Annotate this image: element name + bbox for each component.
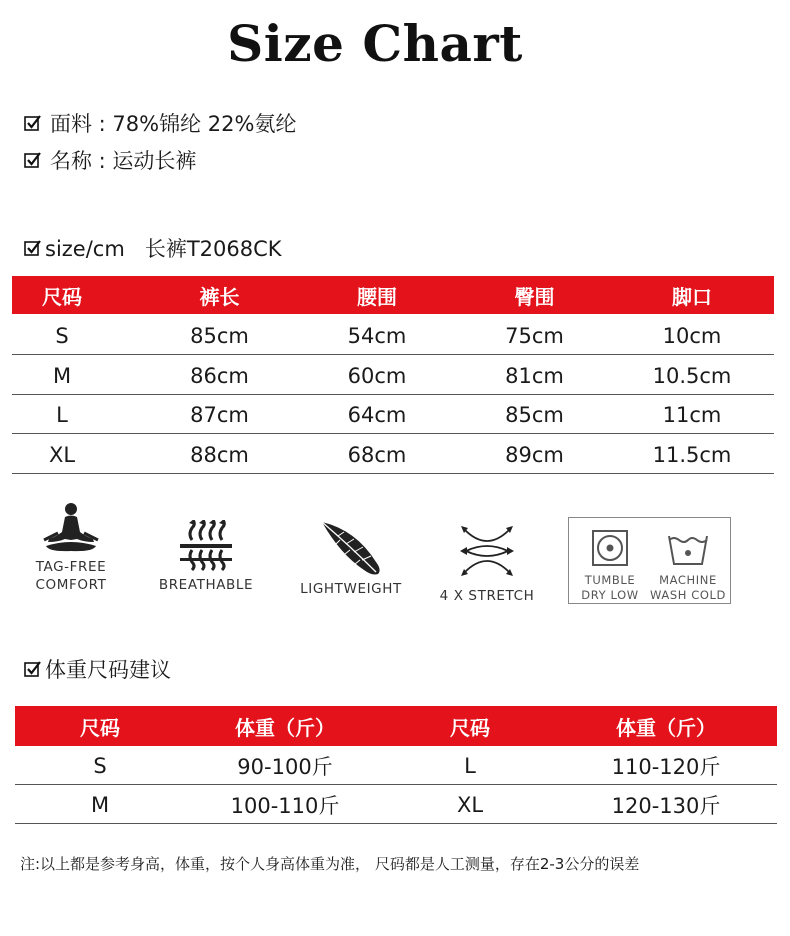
fabric-line — [24, 108, 296, 138]
cell-length: 85cm — [190, 324, 249, 348]
tumble-label-1: TUMBLE — [584, 573, 636, 587]
cell-size-2: L — [464, 754, 476, 778]
weight-heading: 体重尺码建议 — [45, 658, 171, 682]
checkbox-check-icon — [24, 114, 42, 132]
machine-wash-icon — [666, 528, 710, 568]
checkbox-check-icon — [24, 660, 42, 678]
stretch-label: 4 X STRETCH — [439, 588, 535, 604]
cell-hem: 11cm — [662, 403, 722, 427]
name-line — [24, 145, 196, 175]
weight-header-size-2: 尺码 — [450, 715, 490, 740]
weight-heading-line — [24, 654, 171, 684]
cell-waist: 64cm — [347, 403, 407, 427]
cell-length: 87cm — [190, 403, 249, 427]
size-line-text: size/cm 长裤T2068CK — [45, 237, 282, 261]
breathable-label: BREATHABLE — [158, 577, 254, 593]
stretch-arrows-icon — [452, 523, 522, 579]
page-title: Size Chart — [227, 14, 523, 73]
cell-waist: 60cm — [347, 363, 407, 388]
size-table-row — [12, 397, 774, 434]
yoga-pose-icon — [36, 500, 106, 556]
cell-hip: 85cm — [505, 403, 564, 427]
tumble-label-2: DRY LOW — [581, 588, 639, 602]
feature-stretch — [432, 523, 542, 605]
weight-table-row — [15, 787, 777, 824]
cell-hem: 10.5cm — [652, 363, 732, 388]
feature-breathable — [152, 520, 260, 594]
cell-size: M — [52, 363, 72, 388]
feather-icon — [316, 520, 386, 576]
cell-hip: 81cm — [505, 363, 564, 388]
feature-lightweight — [290, 520, 412, 598]
cell-weight-1: 90-100斤 — [237, 755, 333, 779]
tumble-dry-icon — [590, 528, 630, 568]
cell-weight-1: 100-110斤 — [230, 794, 340, 818]
header-hem: 脚口 — [672, 284, 712, 309]
cell-hem: 11.5cm — [652, 442, 732, 467]
size-line — [24, 233, 282, 263]
weight-header-weight-2: 体重（斤） — [616, 715, 716, 740]
weight-table-row — [15, 748, 777, 785]
measurement-note: 注:以上都是参考身高，体重，按个人身高体重为准， 尺码都是人工测量，存在2-3公分的误差 — [20, 855, 640, 873]
header-length: 裤长 — [199, 284, 240, 309]
tag-free-label-1: TAG-FREE — [35, 559, 107, 575]
weight-header-weight-1: 体重（斤） — [235, 715, 335, 740]
cell-size: XL — [48, 442, 76, 467]
cell-size-1: M — [90, 793, 110, 817]
size-table-row — [12, 437, 774, 474]
machine-label-1: MACHINE — [659, 573, 717, 587]
fabric-text: 面料 : 78%锦纶 22%氨纶 — [50, 112, 297, 136]
cell-size-1: S — [93, 754, 107, 778]
size-table-row — [12, 318, 774, 355]
name-text: 名称 : 运动长裤 — [50, 149, 197, 173]
cell-length: 88cm — [190, 442, 249, 467]
care-machine — [649, 528, 727, 603]
care-instructions-box — [568, 517, 731, 604]
cell-hip: 89cm — [505, 442, 564, 467]
checkbox-check-icon — [24, 151, 42, 169]
lightweight-label: LIGHTWEIGHT — [300, 581, 402, 597]
weight-table-header — [15, 706, 777, 746]
cell-waist: 68cm — [347, 442, 407, 467]
size-table-header — [12, 276, 774, 314]
header-waist: 腰围 — [357, 284, 397, 309]
checkbox-check-icon — [24, 239, 42, 257]
cell-size: S — [55, 324, 69, 348]
machine-label-2: WASH COLD — [650, 588, 726, 602]
cell-weight-2: 110-120斤 — [611, 755, 721, 779]
size-table-row — [12, 358, 774, 395]
header-size: 尺码 — [42, 284, 82, 309]
cell-hem: 10cm — [662, 324, 722, 348]
feature-tag-free — [26, 500, 116, 594]
cell-length: 86cm — [190, 363, 249, 388]
weight-header-size-1: 尺码 — [80, 715, 120, 740]
care-tumble — [575, 528, 645, 603]
breathable-icon — [176, 520, 236, 572]
cell-weight-2: 120-130斤 — [611, 794, 721, 818]
cell-size-2: XL — [456, 793, 484, 817]
cell-size: L — [56, 403, 68, 427]
cell-hip: 75cm — [505, 324, 564, 348]
cell-waist: 54cm — [347, 324, 407, 348]
header-hip: 臀围 — [514, 284, 555, 309]
tag-free-label-2: COMFORT — [35, 577, 107, 593]
